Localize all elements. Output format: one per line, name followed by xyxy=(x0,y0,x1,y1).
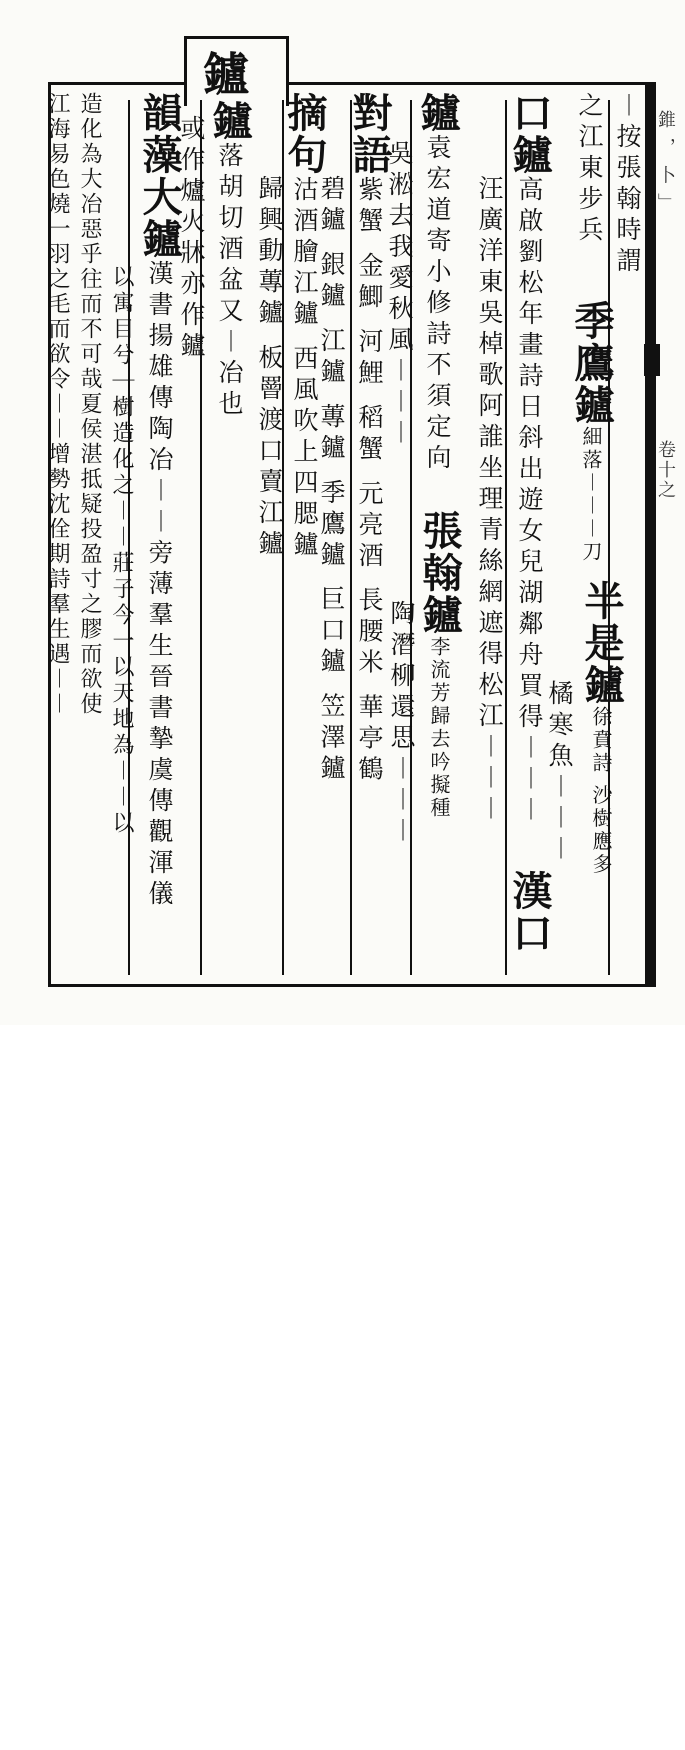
entry-head: 摘句 xyxy=(281,92,328,176)
entry-head: 漢口 xyxy=(506,870,553,954)
entry-head: 季鷹鑪 xyxy=(568,300,615,426)
text-column: 橘寒魚︱︱︱ xyxy=(545,680,574,866)
text-column: 汪廣洋東吳棹歌阿誰坐理青絲網遮得松江︱︱︱ xyxy=(475,175,504,826)
fish-tail-mark xyxy=(644,344,660,376)
entry-column: 韻藻大鑪漢書揚雄傳陶冶︱︱旁薄羣生晉書摯虞傳觀渾儀 xyxy=(136,92,183,911)
header-tab-char: 鑪 xyxy=(196,50,250,96)
entry-head: 鑪 xyxy=(206,100,253,142)
text-column: 歸興動蓴鑪 板罾渡口賣江鑪 xyxy=(255,175,284,561)
text-column: 陶潛柳還思︱︱︱ xyxy=(387,600,416,848)
entry-column: 張翰鑪李流芳歸去吟擬種 xyxy=(416,510,463,820)
margin-text-lower: 卷十之 xyxy=(655,440,676,500)
entry-column: 摘句沽酒膾江鑪 西風吹上四腮鑪 xyxy=(281,92,328,562)
text-column: ︱按張翰時謂 xyxy=(613,92,642,278)
entry-column: 口鑪高啟劉松年畫詩日斜出遊女兒湖鄰舟買得︱︱︱ xyxy=(506,92,553,827)
right-border-bar xyxy=(648,82,656,987)
text-column: 吳淞去我愛秋風︱︱︱ xyxy=(385,140,414,450)
entry-head: 鑪 xyxy=(414,92,461,134)
entry-column: 鑪袁宏道寄小修詩不須定向 xyxy=(414,92,461,475)
text-column: 江海易色燒一羽之毛而欲令︱︱增勢沈佺期詩羣生遇︱︱ xyxy=(45,92,70,717)
entry-head: 半是鑪 xyxy=(578,580,625,706)
entry-column: 對語紫蟹 金鯽 河鯉 稻蟹 元亮酒 長腰米 華亭鶴 xyxy=(346,92,393,787)
entry-head: 口鑪 xyxy=(506,92,553,176)
entry-head: 對語 xyxy=(346,92,393,176)
entry-head: 張翰鑪 xyxy=(416,510,463,636)
text-column: 造化為大冶惡乎往而不可哉夏侯湛抵疑投盈寸之膠而欲使 xyxy=(77,92,102,717)
text-column: 以寓目兮｜樹造化之︱︱莊子今一以天地為︱︱以 xyxy=(109,265,134,837)
text-column: 或作爐火牀亦作鑪 xyxy=(177,115,206,363)
entry-column: 季鷹鑪細落︱︱︱刀 xyxy=(568,300,615,564)
text-column: 碧鑪 銀鑪 江鑪 蓴鑪 季鷹鑪 巨口鑪 笠澤鑪 xyxy=(317,175,346,786)
entry-column: 半是鑪徐賁詩 沙樹應多 xyxy=(578,580,625,877)
entry-column xyxy=(506,870,553,1750)
text-column: 之江東步兵 xyxy=(575,92,604,247)
entry-column: 鑪落胡切酒盆又︱冶也 xyxy=(206,100,253,421)
entry-head: 韻藻大鑪 xyxy=(136,92,183,260)
margin-text-upper: 錐 ， 卜 ﹂ xyxy=(655,110,676,214)
